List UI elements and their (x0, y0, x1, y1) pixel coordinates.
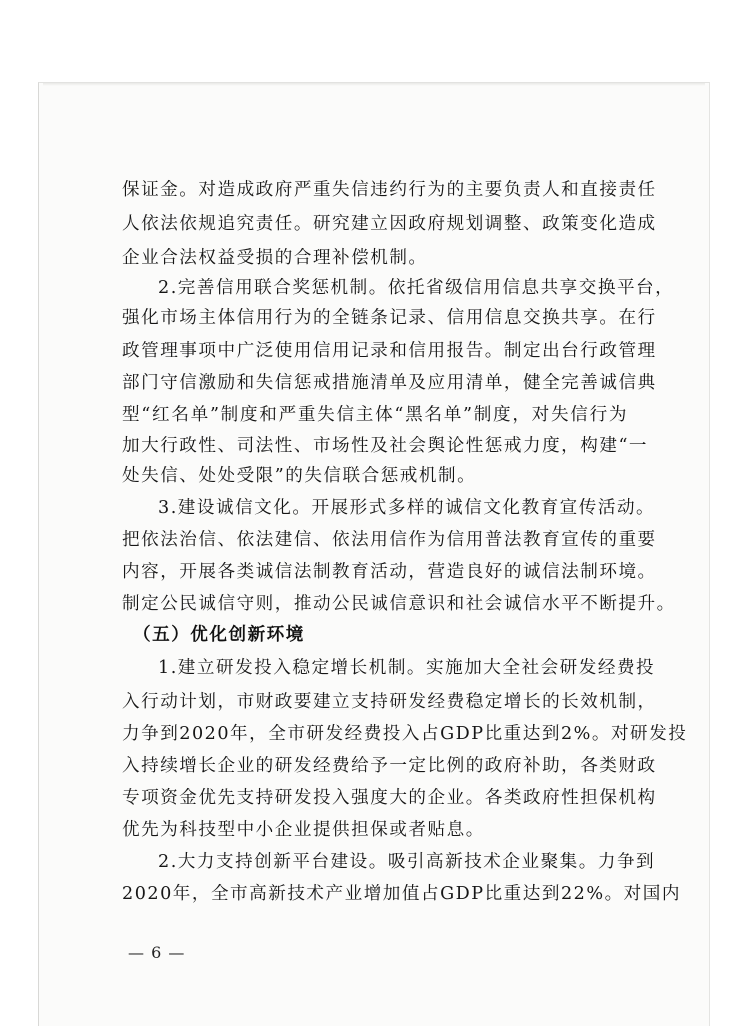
paragraph-line: 保证金。对造成政府严重失信违约行为的主要负责人和直接责任 (122, 180, 657, 200)
paragraph-line: 1.建立研发投入稳定增长机制。实施加大全社会研发经费投 (158, 658, 656, 678)
paragraph-line: 专项资金优先支持研发投入强度大的企业。各类政府性担保机构 (122, 788, 657, 808)
paragraph-line: 把依法治信、依法建信、依法用信作为信用普法教育宣传的重要 (122, 530, 657, 550)
paragraph-line: 处失信、处处受限”的失信联合惩戒机制。 (122, 466, 477, 486)
paragraph-line: 加大行政性、司法性、市场性及社会舆论性惩戒力度，构建“一 (122, 436, 649, 456)
paragraph-line: 型“红名单”制度和严重失信主体“黑名单”制度，对失信行为 (122, 405, 628, 425)
paragraph-line: 2.大力支持创新平台建设。吸引高新技术企业聚集。力争到 (158, 852, 656, 872)
paragraph-line: 2020年，全市高新技术产业增加值占GDP比重达到22%。对国内 (122, 884, 681, 904)
paragraph-line: 内容，开展各类诚信法制教育活动，营造良好的诚信法制环境。 (122, 562, 657, 582)
paragraph-line: 强化市场主体信用行为的全链条记录、信用信息交换共享。在行 (122, 308, 657, 328)
paragraph-line: 入行动计划，市财政要建立支持研发经费稳定增长的长效机制， (122, 692, 657, 712)
paragraph-line: 2.完善信用联合奖惩机制。依托省级信用信息共享交换平台， (158, 278, 675, 298)
paragraph-line: 企业合法权益受损的合理补偿机制。 (122, 248, 428, 268)
section-heading: （五）优化创新环境 (133, 624, 305, 645)
paragraph-line: 入持续增长企业的研发经费给予一定比例的政府补助，各类财政 (122, 756, 657, 776)
paragraph-line: 3.建设诚信文化。开展形式多样的诚信文化教育宣传活动。 (158, 498, 656, 518)
paragraph-line: 人依法依规追究责任。研究建立因政府规划调整、政策变化造成 (122, 214, 657, 234)
paragraph-line: 部门守信激励和失信惩戒措施清单及应用清单，健全完善诚信典 (122, 373, 657, 393)
page-number: — 6 — (128, 943, 186, 962)
paragraph-line: 政管理事项中广泛使用信用记录和信用报告。制定出台行政管理 (122, 341, 657, 361)
paragraph-line: 力争到2020年，全市研发经费投入占GDP比重达到2%。对研发投 (122, 724, 688, 744)
paragraph-line: 优先为科技型中小企业提供担保或者贴息。 (122, 820, 485, 840)
paragraph-line: 制定公民诚信守则，推动公民诚信意识和社会诚信水平不断提升。 (122, 594, 676, 614)
